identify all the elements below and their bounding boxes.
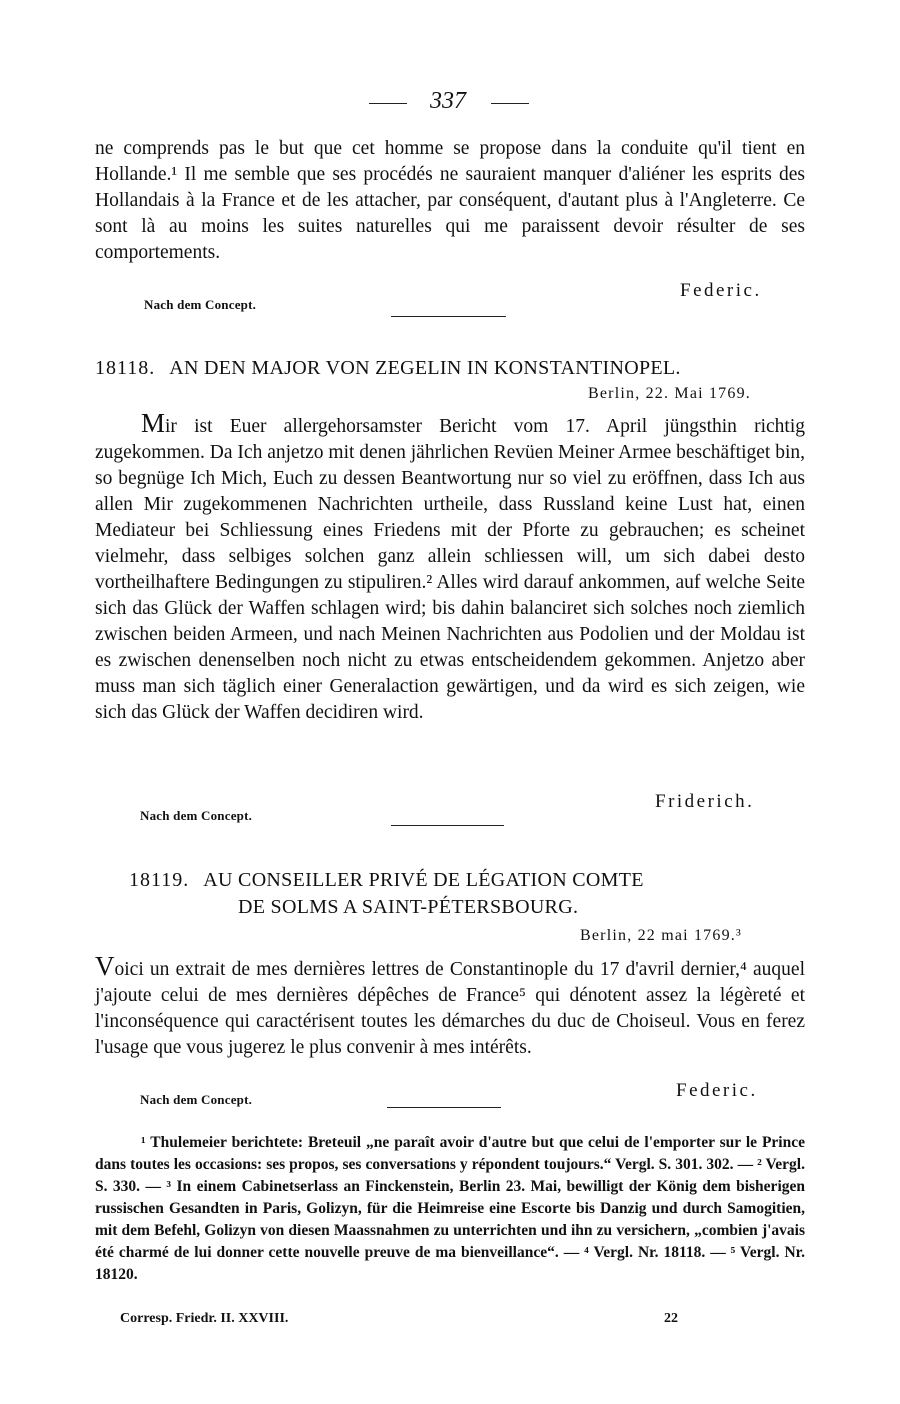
letter-body-text: Voici un extrait de mes dernières lettres de Constantinople du 17 d'avril dernier,⁴ auquel j'ajoute celui de mes dernières dépêches de France⁵ qui dénotent assez la légèreté et l'inconséquence qui caractérisent toutes les démarches du duc de Choiseul. Vous en ferez l'usage que vous jugerez le plus convenir à mes intérêts. xyxy=(95,951,805,1058)
signature-friderich: Friderich. xyxy=(655,791,755,812)
header-rule-left xyxy=(369,103,407,104)
letter-heading-18119 xyxy=(129,869,644,892)
continued-paragraph-text: ne comprends pas le but que cet homme se propose dans la conduite qu'il tient en Hollande.¹ Il me semble que ses procédés ne sauraient manquer d'aliéner les esprits des Hollandais à la France et de les attacher, par conséquent, d'autant plus à l'Angleterre. Ce sont là au moins les suites naturelles qui me paraissent devoir résulter de ses comportements. xyxy=(95,138,805,263)
footnotes xyxy=(95,1132,805,1286)
source-note-2: Nach dem Concept. xyxy=(140,808,253,823)
footnotes-text: ¹ Thulemeier berichtete: Breteuil „ne paraît avoir d'autre but que celui de l'emporter sur le Prince dans toutes les occasions: ses propos, ses conversations y répondent toujours.“ Vergl. S. 301. 302. — ² Vergl. S. 330. — ³ In einem Cabinetserlass an Finckenstein, Berlin 23. Mai, bewilligt der König dem bisherigen russischen Gesandten in Paris, Golizyn, für die Heimreise eine Escorte bis Danzig und durch Samogitien, mit dem Befehl, Golizyn von diesen Maassnahmen zu unterrichten und ihn zu versichern, „combien j'avais été charmé de lui donner cette nouvelle preuve de ma bienveillance“. — ⁴ Vergl. Nr. 18118. — ⁵ Vergl. Nr. 18120. xyxy=(95,1134,805,1283)
source-note-3: Nach dem Concept. xyxy=(140,1092,253,1107)
signature-federic-1: Federic. xyxy=(680,280,762,301)
separator-rule-2 xyxy=(391,825,504,826)
footer-signature-mark: Corresp. Friedr. II. XXVIII. xyxy=(120,1311,289,1326)
letter-heading-18118 xyxy=(95,357,681,380)
letter-body-18118 xyxy=(95,410,805,726)
separator-rule-1 xyxy=(391,316,506,317)
source-note-1: Nach dem Concept. xyxy=(144,297,257,312)
page-number: 337 xyxy=(430,88,466,114)
dateline-18119: Berlin, 22 mai 1769.³ xyxy=(580,927,742,944)
letter-body-18119 xyxy=(95,953,805,1061)
header-rule-right xyxy=(491,103,529,104)
letter-title-line-2: DE SOLMS A SAINT-PÉTERSBOURG. xyxy=(238,896,579,918)
letter-title-line-1: AU CONSEILLER PRIVÉ DE LÉGATION COMTE xyxy=(203,869,644,891)
page-header xyxy=(0,88,900,118)
separator-rule-3 xyxy=(387,1107,501,1108)
dateline-18118: Berlin, 22. Mai 1769. xyxy=(588,385,751,402)
letter-body-text: Mir ist Euer allergehorsamster Bericht vom 17. April jüngsthin richtig zugekommen. Da Ich anjetzo mit denen jährlichen Revüen Meiner Armee beschäftiget bin, so begnüge Ich Mich, Euch zu dessen Beantwortung nur so viel zu eröffnen, dass Ich aus allen Mir zugekommenen Nachrichten urtheile, dass Russland keine Lust hat, einen Mediateur bei Schliessung eines Friedens mit der Pforte zu gebrauchen; es scheinet vielmehr, dass selbiges solchen ganz allein schliessen will, um sich dabei desto vortheilhaftere Bedingungen zu stipuliren.² Alles wird darauf ankommen, auf welche Seite sich das Glück der Waffen schlagen wird; bis dahin balanciret sich solches noch ziemlich zwischen beiden Armeen, und nach Meinen Nachrichten aus Podolien und der Moldau ist es zwischen denenselben noch nicht zu etwas entscheidendem gekommen. Anjetzo aber muss man sich täglich einer Generalaction gewärtigen, und da wird es sich zeigen, wie sich das Glück der Waffen decidiren wird. xyxy=(95,408,805,723)
letter-number: 18119. xyxy=(129,869,190,891)
continued-paragraph xyxy=(95,136,805,266)
footer-sheet-number: 22 xyxy=(664,1311,678,1326)
signature-federic-2: Federic. xyxy=(676,1080,758,1101)
letter-title: AN DEN MAJOR VON ZEGELIN IN KONSTANTINOPEL. xyxy=(169,357,681,379)
letter-number: 18118. xyxy=(95,357,156,379)
